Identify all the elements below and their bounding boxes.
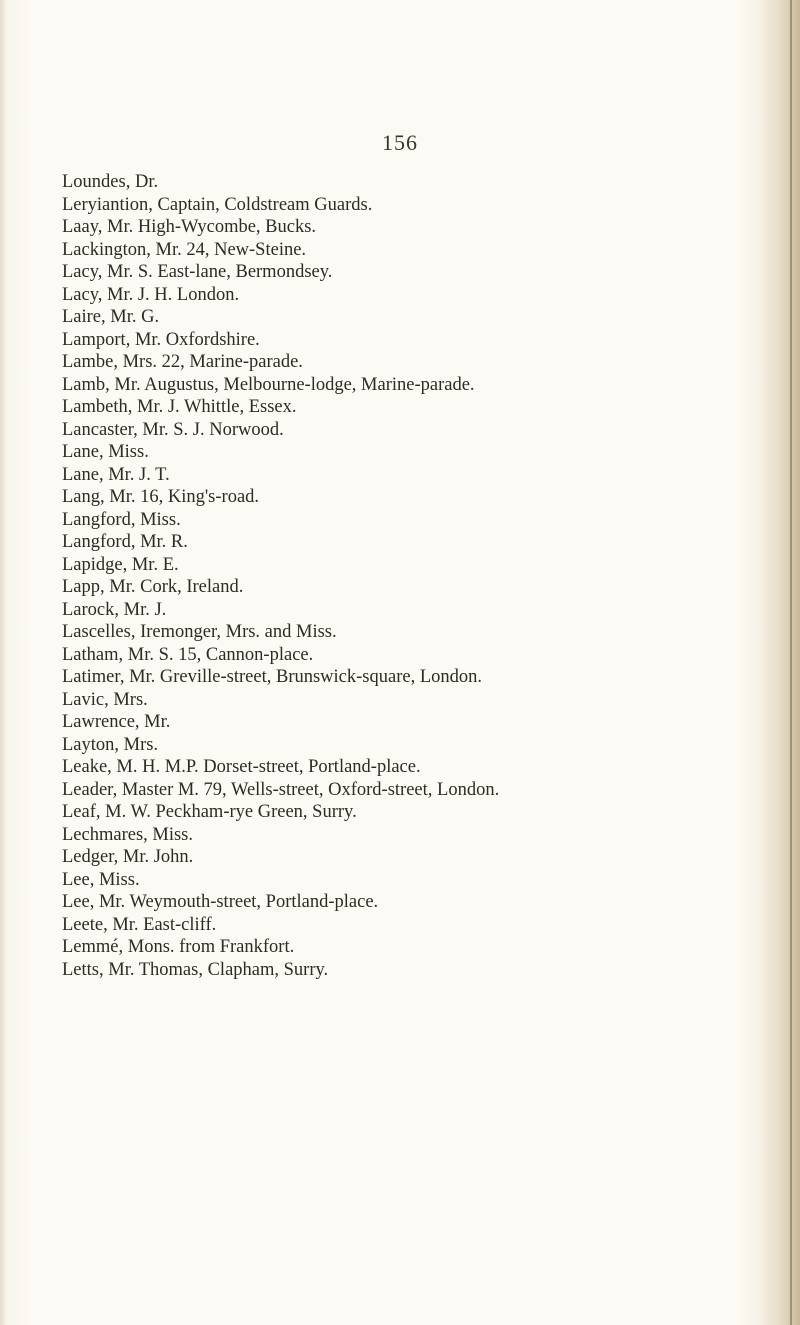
list-item: Lane, Mr. J. T. — [62, 464, 170, 485]
list-item: Lambe, Mrs. 22, Marine-parade. — [62, 352, 303, 372]
list-item: Layton, Mrs. — [62, 734, 159, 755]
list-item: Leake, M. H. M.P. Dorset-street, Portland-place. — [62, 757, 421, 777]
page-number: 156 — [382, 130, 418, 155]
page-binding-edge — [760, 0, 800, 1325]
list-item: Lawrence, Mr. — [62, 712, 171, 732]
list-item: Latham, Mr. S. 15, Cannon-place. — [62, 644, 314, 665]
list-item: Lamport, Mr. Oxfordshire. — [62, 329, 260, 350]
list-item: Laire, Mr. G. — [62, 307, 160, 327]
list-item: Leryiantion, Captain, Coldstream Guards. — [62, 194, 373, 215]
list-item: Lemmé, Mons. from Frankfort. — [62, 937, 295, 957]
list-item: Laay, Mr. High-Wycombe, Bucks. — [62, 217, 317, 237]
list-item: Leaf, M. W. Peckham-rye Green, Surry. — [62, 802, 357, 822]
list-item: Lambeth, Mr. J. Whittle, Essex. — [62, 397, 297, 417]
list-item: Lang, Mr. 16, King's-road. — [62, 487, 260, 507]
list-item: Lapidge, Mr. E. — [62, 554, 179, 575]
list-item: Leader, Master M. 79, Wells-street, Oxford-street, London. — [62, 779, 500, 800]
list-item: Lamb, Mr. Augustus, Melbourne-lodge, Marine-parade. — [62, 374, 475, 395]
list-item: Loundes, Dr. — [62, 172, 159, 192]
list-item: Lee, Miss. — [62, 869, 140, 890]
list-item: Lackington, Mr. 24, New-Steine. — [62, 239, 307, 260]
list-item: Leete, Mr. East-cliff. — [62, 914, 217, 935]
list-item: Lapp, Mr. Cork, Ireland. — [62, 577, 244, 597]
binding-shadow — [790, 0, 792, 1325]
list-item: Lavic, Mrs. — [62, 689, 148, 710]
page-left-edge — [0, 0, 6, 1325]
list-item: Lane, Miss. — [62, 442, 149, 462]
list-item: Lascelles, Iremonger, Mrs. and Miss. — [62, 622, 337, 642]
list-item: Lacy, Mr. J. H. London. — [62, 284, 240, 305]
list-item: Lancaster, Mr. S. J. Norwood. — [62, 419, 284, 440]
list-item: Lee, Mr. Weymouth-street, Portland-place. — [62, 892, 379, 912]
list-item: Langford, Miss. — [62, 509, 181, 530]
list-item: Lacy, Mr. S. East-lane, Bermondsey. — [62, 262, 333, 282]
list-item: Ledger, Mr. John. — [62, 847, 194, 867]
list-item: Letts, Mr. Thomas, Clapham, Surry. — [62, 959, 329, 980]
entry-list — [62, 171, 762, 981]
list-item: Lechmares, Miss. — [62, 824, 194, 845]
list-item: Langford, Mr. R. — [62, 532, 188, 552]
list-item: Larock, Mr. J. — [62, 599, 167, 620]
list-item: Latimer, Mr. Greville-street, Brunswick-square, London. — [62, 667, 483, 687]
